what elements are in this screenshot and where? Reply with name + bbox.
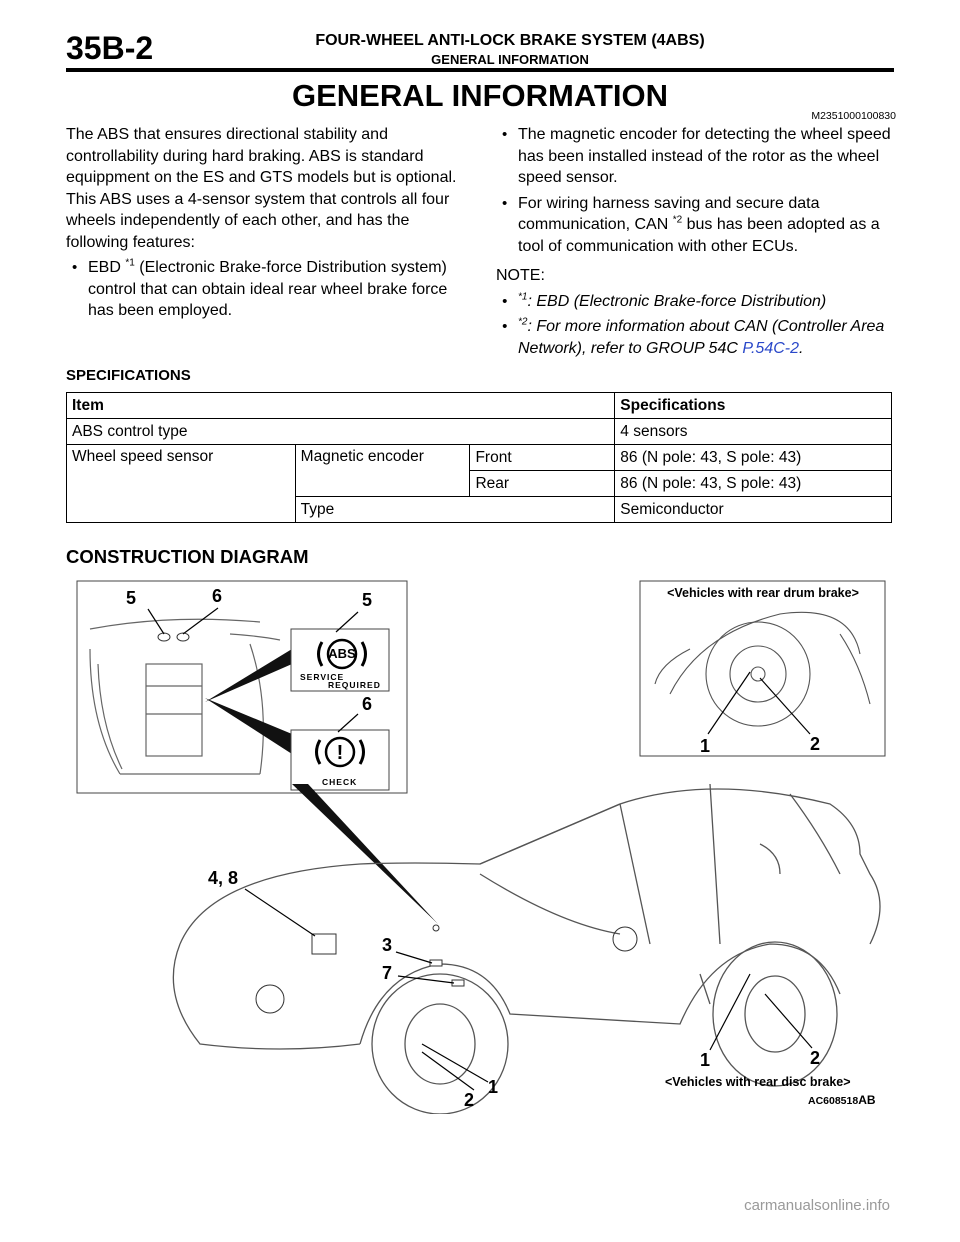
header-rule bbox=[66, 68, 894, 72]
feature-can: • For wiring harness saving and secure data communication, CAN $^{*2}$ bus has been adopted as a tool of communication with other ECUs. bbox=[496, 193, 896, 258]
cell-spec: Semiconductor bbox=[615, 497, 892, 523]
table-row bbox=[67, 419, 892, 445]
cell-spec: 4 sensors bbox=[615, 419, 892, 445]
note-label: NOTE: bbox=[496, 267, 545, 284]
label-2-disc: 2 bbox=[810, 1048, 821, 1068]
specifications-heading: SPECIFICATIONS bbox=[66, 367, 191, 384]
col-item: Item bbox=[67, 393, 615, 419]
label-6: 6 bbox=[212, 586, 223, 606]
construction-diagram bbox=[60, 574, 900, 1114]
figure-id: AC608518AB bbox=[808, 1093, 876, 1107]
abs-text: ABS bbox=[328, 646, 356, 661]
label-5b: 5 bbox=[362, 590, 373, 610]
cell-spec: 86 (N pole: 43, S pole: 43) bbox=[615, 471, 892, 497]
exclamation-icon: ! bbox=[336, 742, 344, 764]
front-brake bbox=[256, 985, 284, 1013]
label-1-disc: 1 bbox=[700, 1050, 711, 1070]
group-54c-link[interactable]: P.54C-2 bbox=[742, 339, 799, 357]
construction-heading: CONSTRUCTION DIAGRAM bbox=[66, 546, 309, 567]
cell-position: Rear bbox=[470, 471, 615, 497]
steering-wheel bbox=[613, 927, 637, 951]
cell-position: Front bbox=[470, 445, 615, 471]
section-code: 35B-2 bbox=[66, 30, 154, 66]
drum-caption: <Vehicles with rear drum brake> bbox=[667, 586, 859, 600]
right-column bbox=[496, 124, 896, 359]
col-spec: Specifications bbox=[615, 393, 892, 419]
specifications-table bbox=[66, 392, 892, 523]
label-2-drum: 2 bbox=[810, 734, 821, 754]
required-text: REQUIRED bbox=[328, 680, 381, 690]
footer-watermark: carmanualsonline.info bbox=[744, 1197, 890, 1214]
cell-item: Wheel speed sensor bbox=[67, 445, 296, 523]
note-2: • $^{*2}$: For more information about CAN (Controller Area Network), refer to GROUP 54C P.54C-2. bbox=[496, 316, 896, 359]
label-6b: 6 bbox=[362, 694, 373, 714]
label-7: 7 bbox=[382, 963, 393, 983]
label-4-8: 4, 8 bbox=[208, 868, 239, 888]
doc-id: M2351000100830 bbox=[811, 110, 896, 122]
service-text: SERVICE bbox=[300, 672, 345, 682]
table-header-row bbox=[67, 393, 892, 419]
features-paragraph: This ABS uses a 4-sensor system that controls all four wheels independently of each other, and has the following features: bbox=[66, 190, 450, 251]
chapter-title: FOUR-WHEEL ANTI-LOCK BRAKE SYSTEM (4ABS) bbox=[315, 32, 705, 49]
chapter-subtitle: GENERAL INFORMATION bbox=[431, 52, 589, 67]
label-2-front: 2 bbox=[464, 1090, 475, 1110]
cell-item: ABS control type bbox=[67, 419, 615, 445]
hydraulic-unit bbox=[312, 934, 336, 954]
table-row bbox=[67, 445, 892, 471]
cell-spec: 86 (N pole: 43, S pole: 43) bbox=[615, 445, 892, 471]
note-1: • $^{*1}$: EBD (Electronic Brake-force Distribution) bbox=[496, 291, 896, 313]
feature-ebd: • EBD $^{*1}$ (Electronic Brake-force Distribution system) control that can obtain ideal rear wheel brake force has been employed. bbox=[66, 257, 470, 322]
label-3: 3 bbox=[382, 935, 393, 955]
feature-encoder: • The magnetic encoder for detecting the wheel speed has been installed instead of the rotor as the wheel speed sensor. bbox=[496, 124, 896, 189]
check-text: CHECK bbox=[322, 777, 358, 787]
car-outline bbox=[173, 784, 880, 1114]
label-5: 5 bbox=[126, 588, 137, 608]
left-column bbox=[66, 124, 470, 322]
label-1-drum: 1 bbox=[700, 736, 711, 756]
page-title: GENERAL INFORMATION bbox=[291, 78, 668, 113]
cell-subitem: Type bbox=[295, 497, 615, 523]
cell-subitem: Magnetic encoder bbox=[295, 445, 470, 497]
label-1-front: 1 bbox=[488, 1077, 499, 1097]
disc-caption: <Vehicles with rear disc brake> bbox=[665, 1075, 851, 1089]
intro-paragraph: The ABS that ensures directional stability and controllability during hard braking. ABS is standard equippment on the ES and GTS models but is optional. bbox=[66, 126, 457, 186]
